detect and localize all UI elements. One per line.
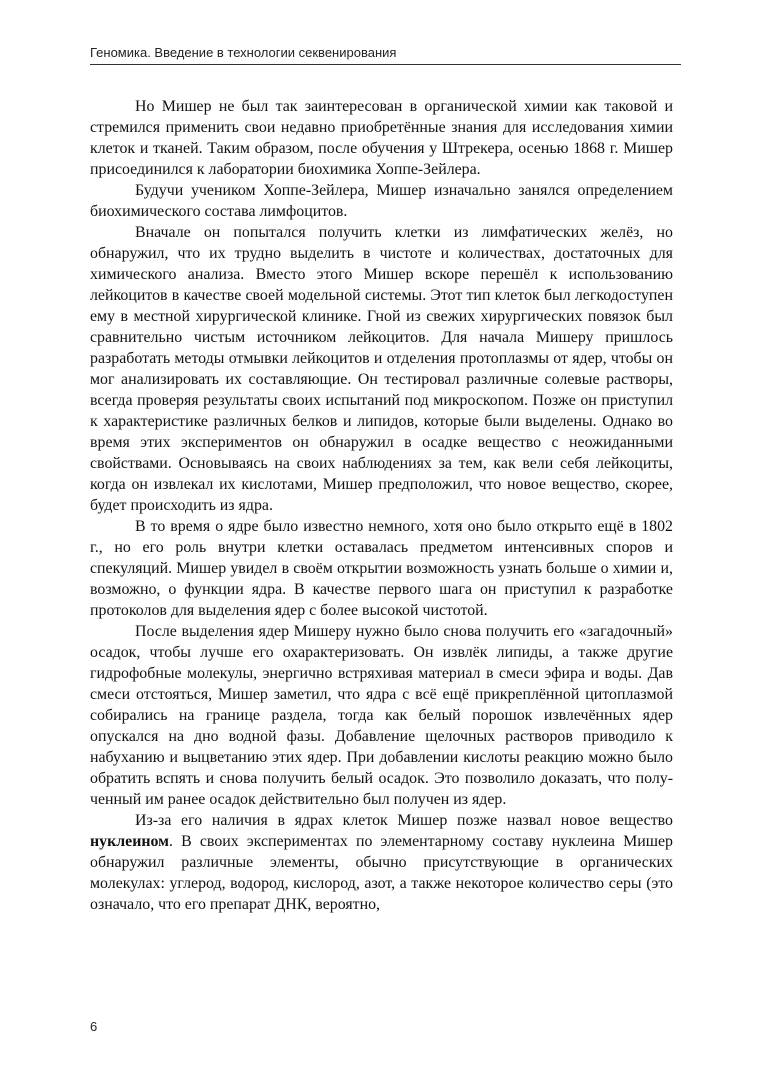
term-nuclein: нуклеином xyxy=(90,833,170,850)
page-number: 6 xyxy=(90,1019,98,1034)
paragraph-4: В то время о ядре было известно немного, хотя оно было открыто ещё в 1802 г., но его роль внутри клетки оставалась предметом интенсивных споров и спекуляций. Мишер увидел в своём открытии возможность узнать больше о химии и, возможно, о функции ядра. В качестве первого шага он приступил к разработке протоколов для выделения ядер с более высокой чистотой. xyxy=(90,518,673,619)
body-text xyxy=(90,96,673,915)
paragraph-5: После выделения ядер Мишеру нужно было снова получить его «загадочный» осадок, чтобы лучше его охарактеризовать. Он извлёк липиды, а также другие гидрофобные молекулы, энергично встряхивая материал в смеси эфира и воды. Дав смеси отстояться, Мишер заметил, что ядра с всё ещё прикреплённой цитоплазмой собирались на границе раздела, тогда как белый порошок извлечённых ядер опускался на дно водной фазы. Добавление щелочных растворов приводило к набуханию и выцветанию этих ядер. При добавлении кислоты реакцию можно было обратить вспять и снова получить белый осадок. Это позволило доказать, что полученный им ранее осадок действительно был получен из ядер. xyxy=(90,623,673,808)
paragraph-6 xyxy=(90,810,673,915)
running-header: Геномика. Введение в технологии секвенирования xyxy=(90,44,681,65)
paragraph-6-start: Из-за его наличия в ядрах клеток Мишер позже назвал новое вещество xyxy=(135,812,673,829)
paragraph-6-end: . В своих экспериментах по элементарному составу нуклеина Мишер обнаружил различные элементы, обычно присутствующие в органических молекулах: углерод, водород, кислород, азот, а также некоторое количество серы (это означало, что его препарат ДНК, вероятно, xyxy=(90,833,673,913)
paragraph-2: Будучи учеником Хоппе-Зейлера, Мишер изначально занялся определением биохимического состава лимфоцитов. xyxy=(90,182,673,220)
paragraph-1: Но Мишер не был так заинтересован в органической химии как таковой и стремился применить свои недавно приобретённые знания для исследования химии клеток и тканей. Таким образом, после обучения у Штрекера, осенью 1868 г. Мишер присоединился к лаборатории биохимика Хоппе-Зейлера. xyxy=(90,98,673,178)
paragraph-3: Вначале он попытался получить клетки из лимфатических желёз, но обнаружил, что их трудно выделить в чистоте и количествах, достаточных для химического анализа. Вместо этого Мишер вскоре перешёл к использованию лейкоцитов в качестве своей модельной системы. Этот тип клеток был легкодоступен ему в местной хирургической клинике. Гной из свежих хирургических повязок был сравнительно чистым источником лейкоцитов. Для начала Мишеру пришлось разработать методы отмывки лейкоцитов и отделения протоплазмы от ядер, чтобы он мог анализировать их составляющие. Он тестировал различные солевые растворы, всегда проверяя результаты своих испытаний под микроскопом. Позже он приступил к характеристике различных белков и липидов, которые были выделены. Однако во время этих экспериментов он обнаружил в осадке вещество с неожиданными свойствами. Основываясь на своих наблюдениях за тем, как вели себя лейкоциты, когда он извлекал их кислотами, Мишер предположил, что новое вещество, скорее, будет происходить из ядра. xyxy=(90,224,673,514)
